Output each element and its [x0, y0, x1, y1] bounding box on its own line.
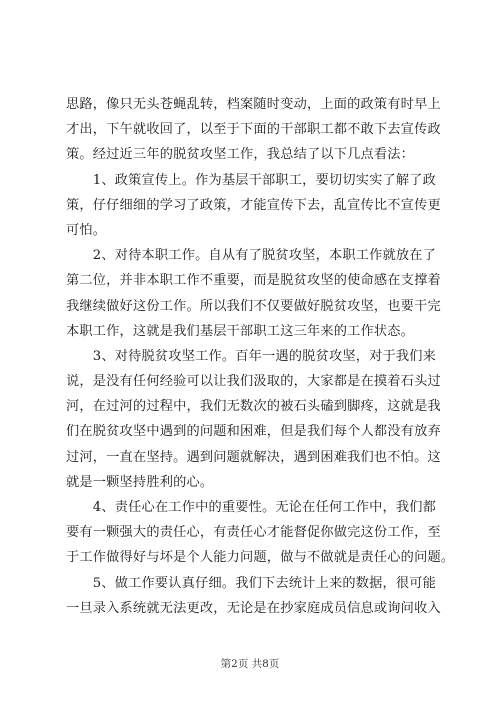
text-line: 3、对待脱贫攻坚工作。百年一遇的脱贫攻坚，对于我们来 — [66, 348, 437, 364]
text-line: 们在脱贫攻坚中遇到的问题和困难，但是我们每个人都没有放弃 — [66, 424, 441, 440]
text-line: 可怕。 — [66, 222, 107, 238]
text-line: 策。经过近三年的脱贫攻坚工作，我总结了以下几点看法： — [66, 147, 415, 163]
text-line: 一旦录入系统就无法更改，无论是在抄家庭成员信息或询问收入 — [66, 600, 441, 616]
page-number-footer: 第2页 共8页 — [220, 658, 280, 670]
text-line: 第二位，并非本职工作不重要，而是脱贫攻坚的使命感在支撑着 — [66, 273, 441, 289]
text-line: 本职工作，这就是我们基层干部职工这三年来的工作状态。 — [66, 323, 415, 339]
text-line: 才出，下午就收回了，以至于下面的干部职工都不敢下去宣传政 — [66, 122, 441, 138]
text-line: 5、做工作要认真仔细。我们下去统计上来的数据，很可能 — [66, 575, 437, 591]
text-line: 1、政策宣传上。作为基层干部职工，要切切实实了解了政 — [66, 172, 437, 188]
text-line: 4、责任心在工作中的重要性。无论在任何工作中，我们都 — [66, 500, 437, 515]
text-line: 策，仔仔细细的学习了政策，才能宣传下去，乱宣传比不宣传更 — [66, 197, 441, 213]
text-line: 思路，像只无头苍蝇乱转，档案随时变动，上面的政策有时早上 — [66, 97, 441, 112]
body-text — [66, 92, 455, 621]
text-line: 要有一颗强大的责任心，有责任心才能督促你做完这份工作，至 — [66, 525, 441, 541]
text-line: 就是一颗坚持胜利的心。 — [66, 474, 214, 490]
text-line: 说，是没有任何经验可以让我们汲取的，大家都是在摸着石头过 — [66, 374, 441, 390]
text-line: 河，在过河的过程中，我们无数次的被石头磕到脚疼，这就是我 — [66, 399, 441, 415]
text-line: 过河，一直在坚持。遇到问题就解决，遇到困难我们也不怕。这 — [66, 449, 441, 465]
text-line: 于工作做得好与坏是个人能力问题，做与不做就是责任心的问题。 — [66, 550, 455, 566]
text-line: 2、对待本职工作。自从有了脱贫攻坚，本职工作就放在了 — [66, 248, 437, 264]
text-line: 我继续做好这份工作。所以我们不仅要做好脱贫攻坚，也要干完 — [66, 298, 441, 314]
